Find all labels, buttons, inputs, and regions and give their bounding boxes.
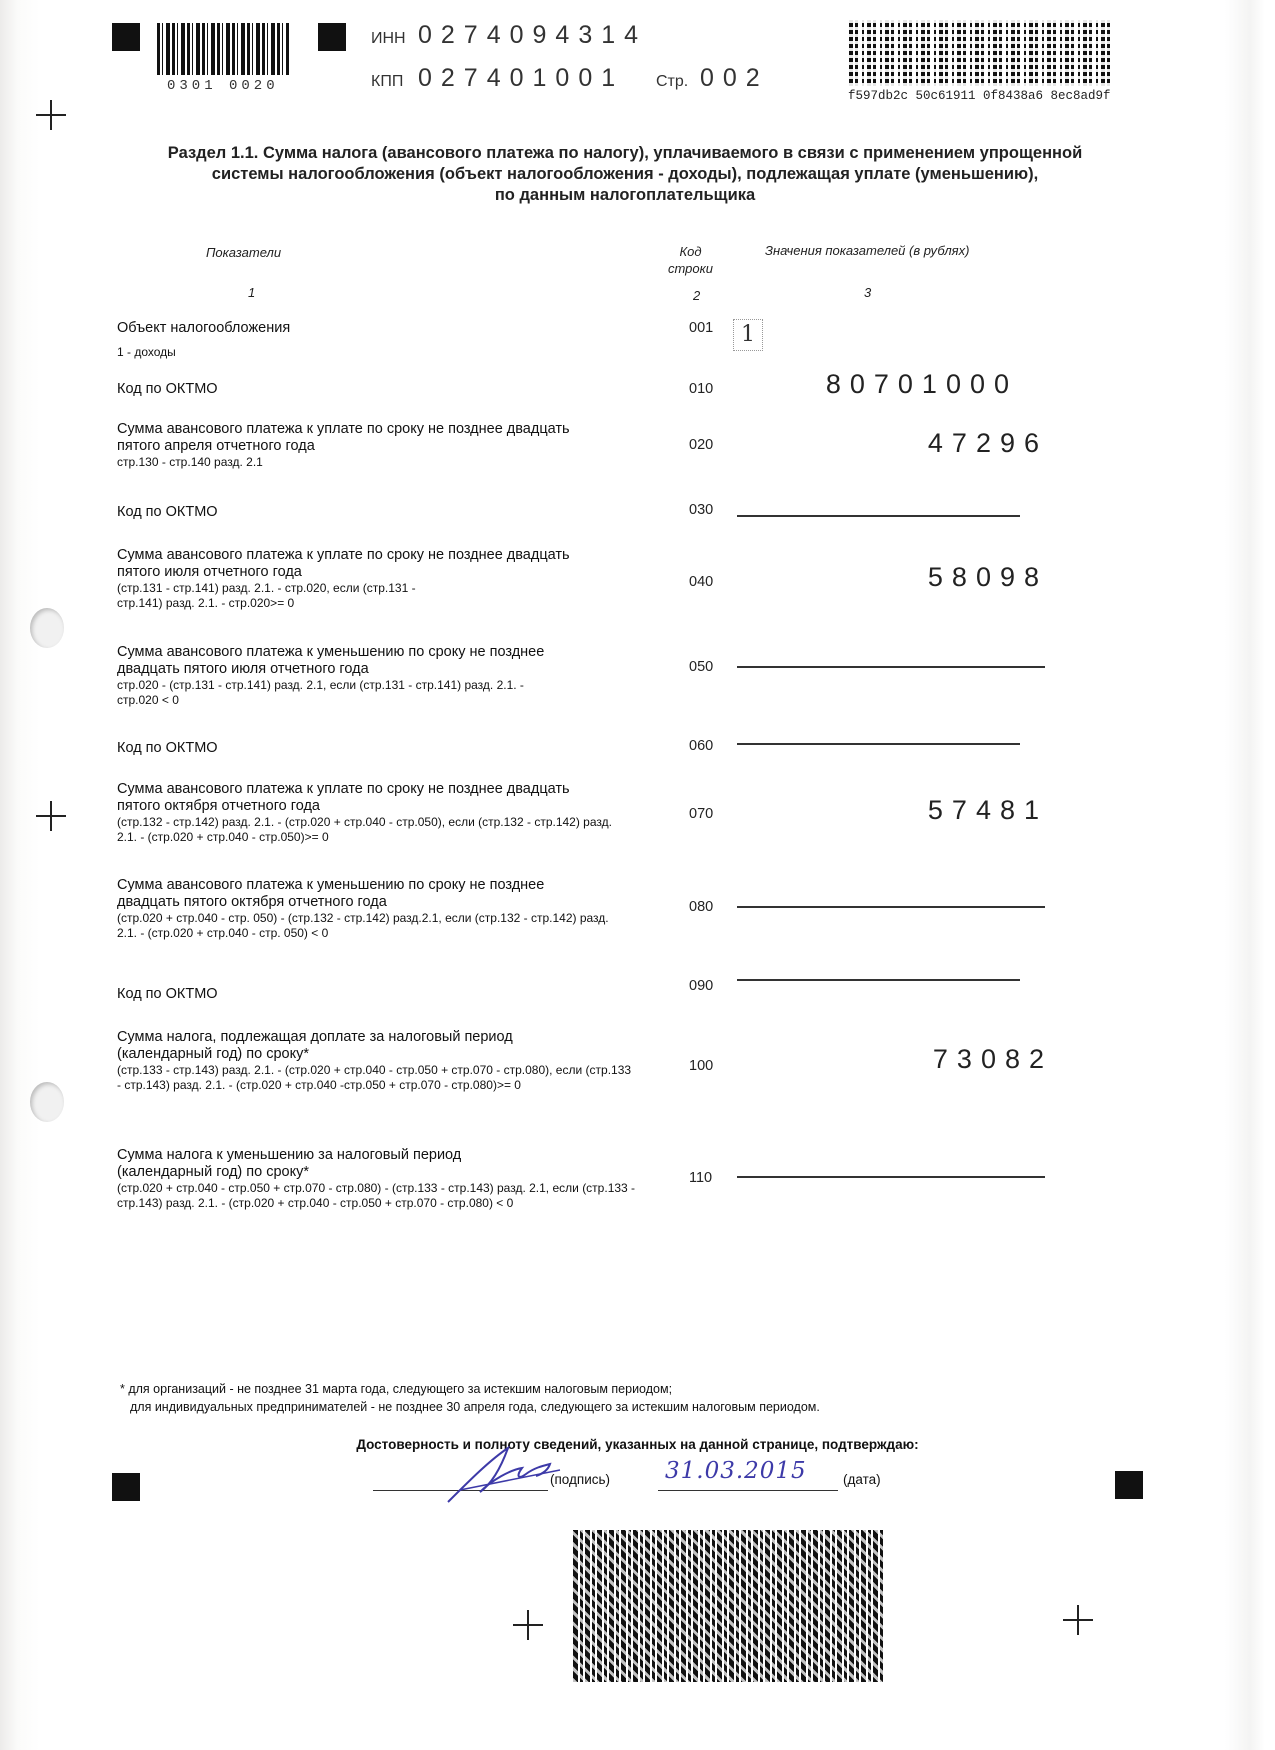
row-020-value: 47296 bbox=[927, 428, 1048, 458]
document-hash: f597db2c 50c61911 0f8438a6 8ec8ad9f bbox=[848, 89, 1111, 103]
row-050-label bbox=[117, 644, 617, 708]
row-010-value: 80701000 bbox=[825, 369, 1018, 399]
row-001-value: 1 bbox=[733, 319, 763, 351]
row-label-main: Сумма налога к уменьшению за налоговый период (календарный год) по сроку* bbox=[117, 1147, 462, 1180]
corner-marker-bottom-right bbox=[1115, 1471, 1143, 1499]
row-050-empty-dash bbox=[737, 666, 1045, 668]
row-070-code: 070 bbox=[689, 806, 714, 822]
row-label-main: Код по ОКТМО bbox=[117, 986, 218, 1002]
row-label-main: Сумма авансового платежа к уменьшению по сроку не позднее двадцать пятого июля отчетного года bbox=[117, 644, 545, 677]
column-header-code-line-2: строки bbox=[668, 261, 714, 276]
date-line bbox=[658, 1490, 838, 1491]
row-001-label bbox=[117, 320, 617, 360]
page-value: 002 bbox=[700, 64, 769, 92]
corner-marker-top-left bbox=[112, 23, 140, 51]
row-090-empty-dash bbox=[737, 979, 1020, 981]
section-title-line-3: по данным налогоплательщика bbox=[494, 186, 756, 204]
row-label-sub: (стр.132 - стр.142) разд. 2.1. - (стр.020 + стр.040 - стр.050), если (стр.132 - стр.142) разд. 2.1. - (стр.020 + стр.040 - стр.050)>= 0 bbox=[117, 815, 612, 844]
column-header-code bbox=[668, 243, 713, 277]
row-100-value: 73082 bbox=[932, 1044, 1053, 1074]
row-label-sub: (стр.133 - стр.143) разд. 2.1. - (стр.020 + стр.040 - стр.050 + стр.070 - стр.080), если (стр.133 - стр.143) разд. 2.1. - (стр.020 + стр.040 -стр.050 + стр.070 - стр.080)>= 0 bbox=[117, 1063, 632, 1092]
inn-label: ИНН bbox=[371, 30, 406, 47]
alignment-cross-left-middle bbox=[36, 801, 66, 831]
row-label-main: Код по ОКТМО bbox=[117, 504, 218, 520]
row-080-code: 080 bbox=[689, 899, 714, 915]
column-number-2: 2 bbox=[693, 288, 701, 303]
row-label-main: Сумма авансового платежа к уплате по сроку не позднее двадцать пятого июля отчетного года bbox=[117, 547, 570, 580]
row-090-code: 090 bbox=[689, 978, 714, 994]
row-080-label bbox=[117, 877, 617, 941]
row-110-label bbox=[117, 1147, 636, 1211]
column-number-1: 1 bbox=[248, 285, 256, 300]
footnote-line-2: для индивидуальных предпринимателей - не позднее 30 апреля года, следующего за истекшим налоговым периодом. bbox=[130, 1400, 820, 1414]
row-label-main: Сумма авансового платежа к уплате по сроку не позднее двадцать пятого октября отчетного года bbox=[117, 781, 570, 814]
row-030-empty-dash bbox=[737, 515, 1020, 517]
row-010-label bbox=[117, 381, 617, 398]
alignment-cross-top-left bbox=[36, 100, 66, 130]
row-label-main: Сумма налога, подлежащая доплате за налоговый период (календарный год) по сроку* bbox=[117, 1029, 513, 1062]
punch-hole-top bbox=[30, 608, 64, 648]
row-040-code: 040 bbox=[689, 574, 714, 590]
row-label-main: Код по ОКТМО bbox=[117, 740, 218, 756]
row-110-code: 110 bbox=[689, 1170, 713, 1186]
column-header-values: Значения показателей (в рублях) bbox=[765, 243, 970, 258]
row-070-value: 57481 bbox=[927, 795, 1048, 825]
row-label-main: Код по ОКТМО bbox=[117, 381, 218, 397]
punch-hole-bottom bbox=[30, 1082, 64, 1122]
row-020-label bbox=[117, 421, 617, 470]
2d-barcode-header bbox=[849, 20, 1114, 86]
row-030-code: 030 bbox=[689, 502, 714, 518]
row-040-label bbox=[117, 547, 617, 611]
column-number-3: 3 bbox=[864, 285, 872, 300]
kpp-value: 027401001 bbox=[418, 64, 625, 92]
row-110-empty-dash bbox=[737, 1176, 1045, 1178]
row-030-label bbox=[117, 504, 617, 521]
alignment-cross-bottom-right bbox=[1063, 1605, 1093, 1635]
2d-barcode-footer bbox=[573, 1530, 883, 1682]
column-header-indicators: Показатели bbox=[206, 245, 282, 260]
corner-marker-bottom-left bbox=[112, 1473, 140, 1501]
kpp-label: КПП bbox=[371, 73, 404, 90]
row-040-value: 58098 bbox=[927, 562, 1048, 592]
row-070-label bbox=[117, 781, 617, 845]
row-label-sub: (стр.131 - стр.141) разд. 2.1. - стр.020, если (стр.131 - стр.141) разд. 2.1. - стр.020>= 0 bbox=[117, 581, 416, 610]
row-060-code: 060 bbox=[689, 738, 714, 754]
confirmation-text: Достоверность и полноту сведений, указанных на данной странице, подтверждаю: bbox=[356, 1437, 919, 1452]
alignment-cross-bottom-left bbox=[513, 1610, 543, 1640]
date-label: (дата) bbox=[843, 1472, 881, 1487]
row-label-sub: стр.020 - (стр.131 - стр.141) разд. 2.1, если (стр.131 - стр.141) разд. 2.1. - стр.020 < 0 bbox=[117, 678, 524, 707]
linear-barcode bbox=[157, 23, 289, 75]
row-080-empty-dash bbox=[737, 906, 1045, 908]
row-050-code: 050 bbox=[689, 659, 714, 675]
footnote bbox=[120, 1380, 820, 1416]
row-label-main: Объект налогообложения bbox=[117, 320, 291, 336]
signature-label: (подпись) bbox=[550, 1472, 611, 1487]
page-label: Стр. bbox=[656, 73, 689, 90]
barcode-number: 0301 0020 bbox=[167, 78, 279, 94]
row-060-empty-dash bbox=[737, 743, 1020, 745]
row-100-code: 100 bbox=[689, 1058, 714, 1074]
corner-marker-top-center bbox=[318, 23, 346, 51]
row-label-sub: (стр.020 + стр.040 - стр.050 + стр.070 - стр.080) - (стр.133 - стр.143) разд. 2.1, если (стр.133 - стр.143) разд. 2.1. - (стр.020 + стр.040 - стр.050 + стр.070 - стр.080) < 0 bbox=[117, 1181, 636, 1210]
row-010-code: 010 bbox=[689, 381, 714, 397]
row-label-main: Сумма авансового платежа к уменьшению по сроку не позднее двадцать пятого октября отчетного года bbox=[117, 877, 545, 910]
section-title bbox=[110, 143, 1140, 206]
signature-date: 31.03.2015 bbox=[665, 1458, 807, 1484]
row-090-label bbox=[117, 986, 617, 1003]
row-001-code: 001 bbox=[689, 320, 714, 336]
section-title-line-1: Раздел 1.1. Сумма налога (авансового платежа по налогу), уплачиваемого в связи с применением упрощенной bbox=[167, 144, 1083, 162]
row-label-sub: (стр.020 + стр.040 - стр. 050) - (стр.132 - стр.142) разд.2.1, если (стр.132 - стр.142) разд. 2.1. - (стр.020 + стр.040 - стр. 050) < 0 bbox=[117, 911, 609, 940]
footnote-line-1: * для организаций - не позднее 31 марта года, следующего за истекшим налоговым периодом; bbox=[120, 1382, 673, 1396]
row-020-code: 020 bbox=[689, 437, 714, 453]
row-label-main: Сумма авансового платежа к уплате по сроку не позднее двадцать пятого апреля отчетного года bbox=[117, 421, 570, 454]
row-060-label bbox=[117, 740, 617, 757]
inn-value: 0274094314 bbox=[418, 21, 648, 49]
row-label-sub: 1 - доходы bbox=[117, 345, 176, 359]
row-100-label bbox=[117, 1029, 632, 1093]
column-header-code-line-1: Код bbox=[679, 244, 702, 259]
row-label-sub: стр.130 - стр.140 разд. 2.1 bbox=[117, 455, 263, 469]
section-title-line-2: системы налогообложения (объект налогообложения - доходы), подлежащая уплате (уменьшению), bbox=[211, 165, 1039, 183]
